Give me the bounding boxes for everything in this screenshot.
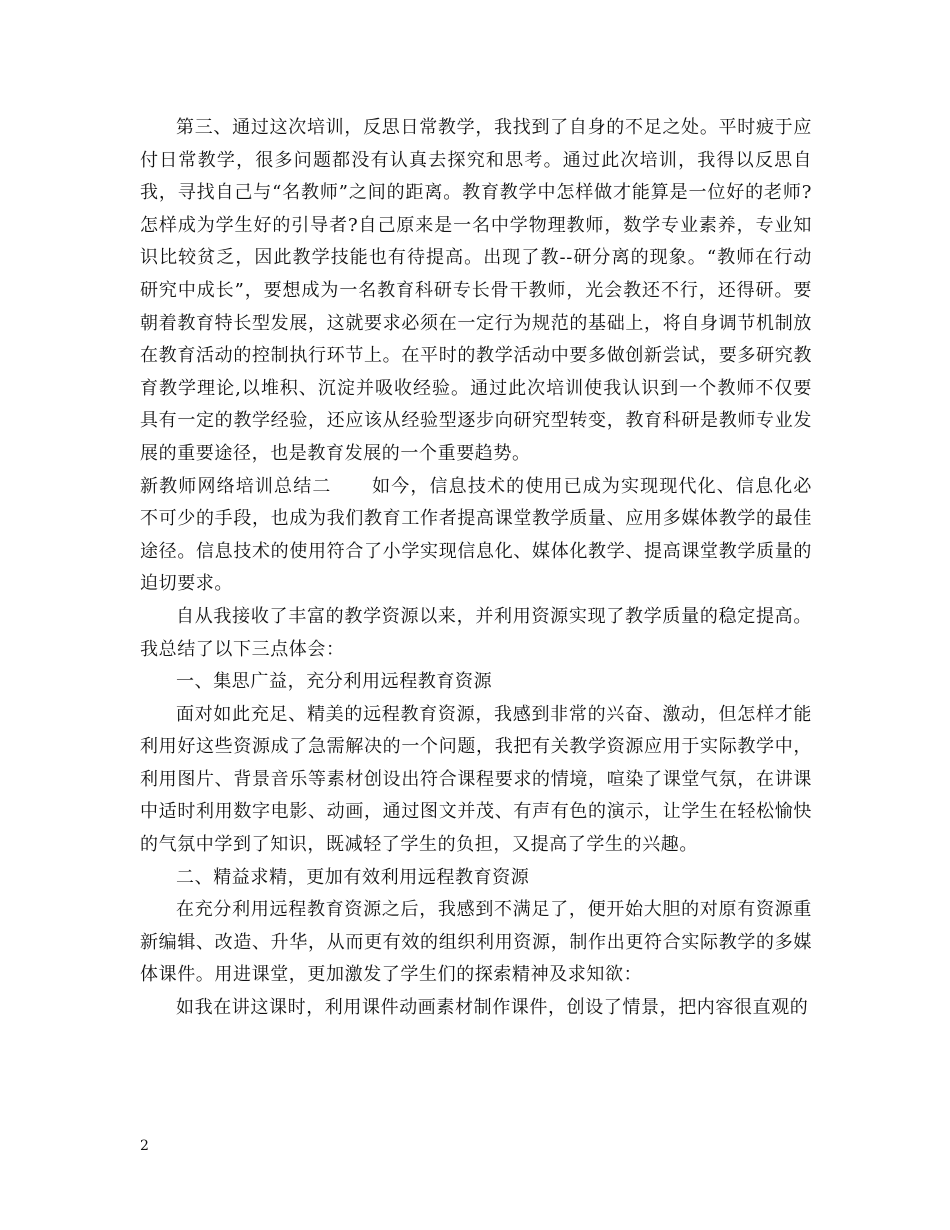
heading-point-two: 二、精益求精，更加有效利用远程教育资源 [176, 866, 530, 888]
summary-two-text: 如今，信息技术的使用已成为实现现代化、信息化必不可少的手段，也成为我们教育工作者提高课堂教学质量、应用多媒体教学的最佳途径。信息技术的使用符合了小学实现信息化、媒体化教学、提高课堂教学质量的迫切要求。 [140, 475, 812, 595]
paragraph-example: 如我在讲这课时，利用课件动画素材制作课件，创设了情景，把内容很直观的 [176, 997, 809, 1019]
paragraph-summary-two [140, 471, 812, 601]
paragraph-intro: 自从我接收了丰富的教学资源以来，并利用资源实现了教学质量的稳定提高。我总结了以下三点体会： [140, 605, 812, 660]
page-number: 2 [140, 1138, 149, 1154]
paragraph-reflection: 第三、通过这次培训，反思日常教学，我找到了自身的不足之处。平时疲于应付日常教学，很多问题都没有认真去探究和思考。通过此次培训，我得以反思自我，寻找自己与“名教师”之间的距离。教育教学中怎样做才能算是一位好的老师?怎样成为学生好的引导者?自己原来是一名中学物理教师，数学专业素养，专业知识比较贫乏，因此教学技能也有待提高。出现了教--研分离的现象。“教师在行动研究中成长”，要想成为一名教育科研专长骨干教师，光会教还不行，还得研。要朝着教育特长型发展，这就要求必须在一定行为规范的基础上，将自身调节机制放在教育活动的控制执行环节上。在平时的教学活动中要多做创新尝试，要多研究教育教学理论,以堆积、沉淀并吸收经验。通过此次培训使我认识到一个教师不仅要具有一定的教学经验，还应该从经验型逐步向研究型转变，教育科研是教师专业发展的重要途径，也是教育发展的一个重要趋势。 [140, 117, 812, 464]
section-title: 新教师网络培训总结二 [140, 475, 332, 497]
paragraph-point-two: 在充分利用远程教育资源之后，我感到不满足了，便开始大胆的对原有资源重新编辑、改造、升华，从而更有效的组织利用资源，制作出更符合实际教学的多媒体课件。用进课堂，更加激发了学生们的探索精神及求知欲： [140, 899, 812, 986]
document-page [140, 112, 812, 1025]
heading-point-one: 一、集思广益，充分利用远程教育资源 [176, 671, 493, 693]
paragraph-point-one: 面对如此充足、精美的远程教育资源，我感到非常的兴奋、激动，但怎样才能利用好这些资源成了急需解决的一个问题，我把有关教学资源应用于实际教学中，利用图片、背景音乐等素材创设出符合课程要求的情境，喧染了课堂气氛，在讲课中适时利用数字电影、动画，通过图文并茂、有声有色的演示，让学生在轻松愉快的气氛中学到了知识，既减轻了学生的负担，又提高了学生的兴趣。 [140, 703, 812, 856]
